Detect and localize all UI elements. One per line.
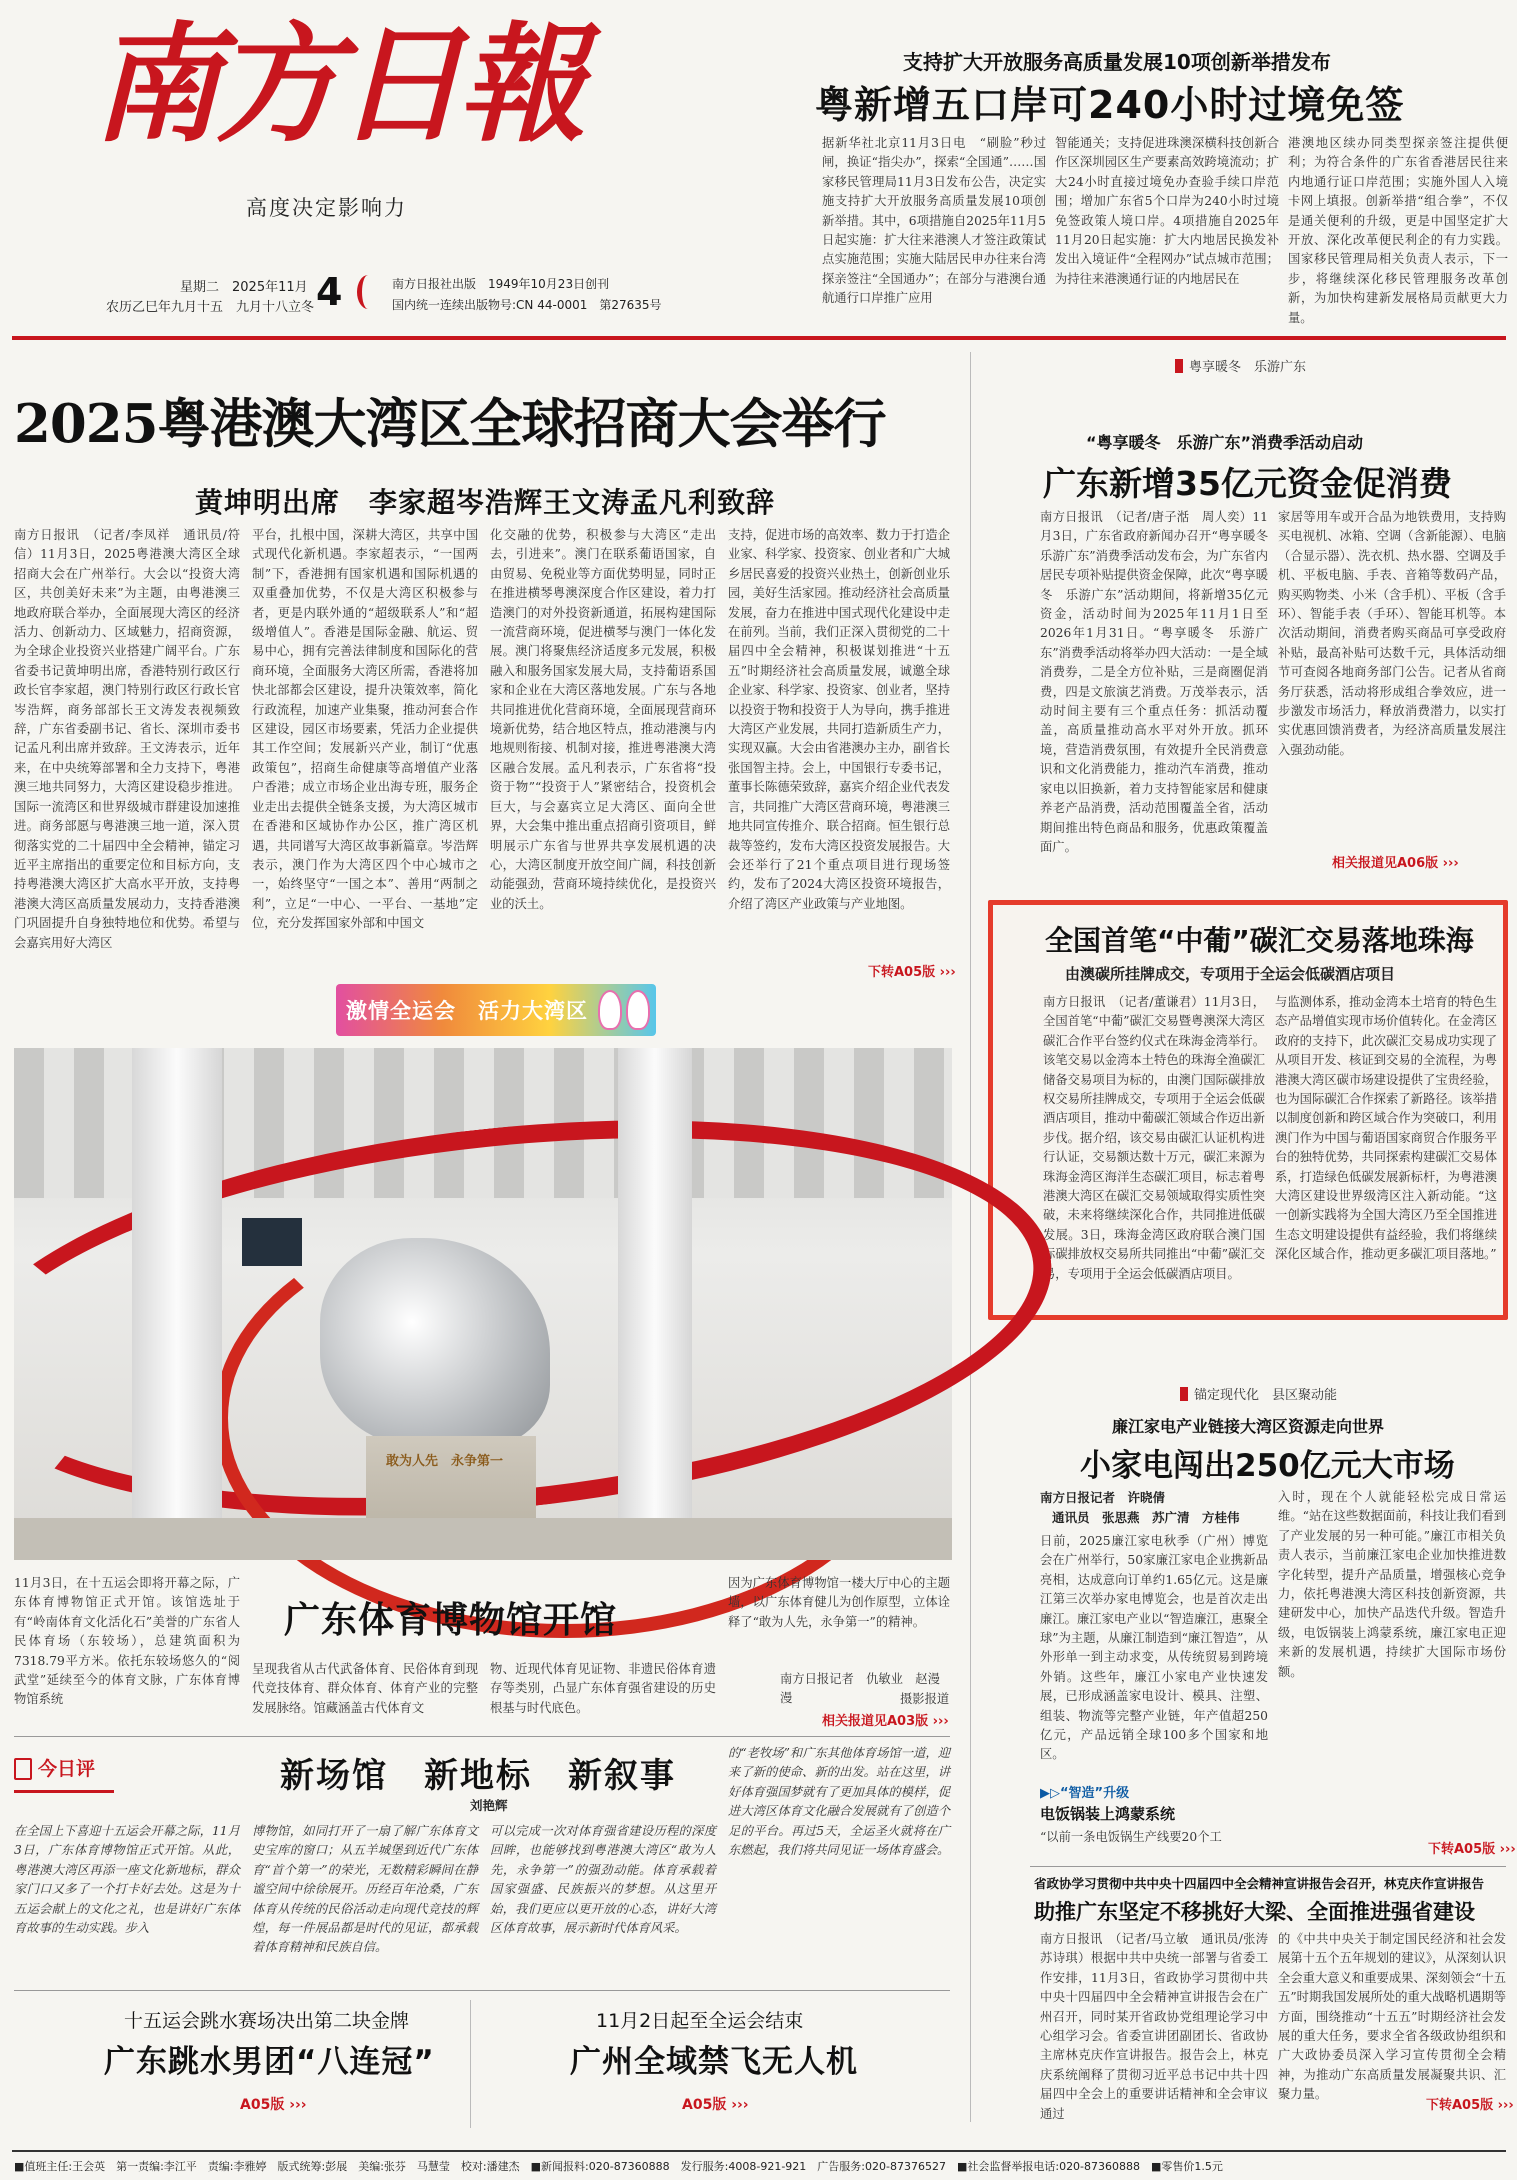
county-byline-sub: 通讯员 张思燕 苏广清 方桂伟 [1052,1510,1240,1525]
plenary-title[interactable]: 助推广东坚定不移挑好大梁、全面推进强省建设 [1034,1900,1475,1924]
issn-info: 国内统一连续出版物号:CN 44-0001 第27635号 [392,298,662,312]
commentary-col4: 的“老牧场”和广东其他体育场馆一道，迎来了新的使命、新的出发。站在这里，讲好体育强国梦就有了更加具体的模样，促进大湾区体育文化融合发展就有了创造个足的平台。再过5天，全运圣火就将在广东燃起，我们将共同见证一场体育盛会。 [728,1746,950,1858]
museum-col4: 因为广东体育博物馆一楼大厅中心的主题墙，以广东体育健儿为创作原型，立体诠释了“敢为人先，永争第一”的精神。 [728,1576,950,1629]
pen-icon [14,1758,32,1780]
lead-jump-link[interactable]: 下转A05版 ››› [868,965,956,980]
museum-jump-link[interactable]: 相关报道见A03版 ››› [822,1714,949,1729]
commentary-label: 今日评 [14,1754,124,1784]
county-brand-tag: 锚定现代化 县区聚动能 [1180,1384,1337,1403]
lunar-date: 农历乙巳年九月十五 九月十八立冬 [106,300,315,315]
lead-title[interactable]: 2025粤港澳大湾区全球招商大会举行 [14,393,886,455]
consume-title[interactable]: 广东新增35亿元资金促消费 [1043,464,1452,503]
section-bar-icon [1180,1387,1188,1401]
top-story-col3: 港澳地区续办同类型探亲签注提供便利；为符合条件的广东省香港居民往来内地通行证口岸范围；实施外国人入境卡网上填报。创新举措“组合拳”，不仅是通关便利的升级，更是中国坚定扩大开放、深化改革便民利企的有力实践。国家移民管理局相关负责人表示，下一步，将继续深化移民管理服务改革创新，为加快构建新发展格局贡献更大力量。 [1288,136,1508,325]
carbon-subtitle: 由澳碳所挂牌成交，专项用于全运会低碳酒店项目 [1065,965,1396,983]
county-quote: “以前一条电饭锅生产线要20个工 [1040,1830,1222,1844]
plenary-kicker: 省政协学习贯彻中共中央十四届四中全会精神宣讲报告会召开，林克庆作宣讲报告 [1034,1876,1485,1891]
pedestal-inscription: 敢为人先 永争第一 [386,1454,504,1469]
arrow-right-icon: ››› [1438,856,1459,871]
consume-col2: 家居等用车或开合品为地铁费用，支持购买电视机、冰箱、空调（含新能源）、电脑（合显示器）、洗衣机、热水器、空调及手机、平板电脑、手表、音箱等数码产品，购买购物类、小米（含手机）、平板（含手环）、智能手表（手环）、智能耳机等。本次活动期间，消费者购买商品可享受政府补贴，最高补贴可达数千元，具体活动细节可查阅各地商务部门公告。记者从省商务厅获悉，活动将形成组合拳效应，进一步激发市场活力，释放消费潜力，以实打实优惠回馈消费者，为经济高质量发展注入强劲动能。 [1278,510,1506,757]
carbon-title[interactable]: 全国首笔“中葡”碳汇交易落地珠海 [1045,924,1474,957]
lead-col2: 平台，扎根中国，深耕大湾区，共享中国式现代化新机遇。李家超表示，“一国两制”下，香港拥有国家机遇和国际机遇的双重叠加优势，不仅是大湾区积极参与者，更是内联外通的“超级联系人”和“超级增值人”。香港是国际金融、航运、贸易中心，拥有完善法律制度和国际化的营商环境，全面服务大湾区所需，香港将加快北部都会区建设，提升决策效率，简化行政流程，加速产业集聚，推动河套合作区建设，园区市场要素，凭活力企业提供其工作空间；发展新兴产业，制订“优惠政策包”，招商生命健康等高增值产业落户香港；成立市场企业出海专班，服务企业走出去提供全链条支援，为大湾区城市在香港和区域协作办公区，推广湾区机遇，共同谱写大湾区故事新篇章。岑浩辉表示，澳门作为大湾区四个中心城市之一，始终坚守“一国之本”、善用“两制之利”，立足“一中心、一平台、一基地”定位，充分发挥国家外部和中国文 [252,528,478,931]
county-jump-link[interactable]: 下转A05版 ››› [1428,1842,1516,1857]
consume-col1: 南方日报讯 （记者/唐子湉 周人奕）11月3日，广东省政府新闻办召开“粤享暖冬 乐游广东”消费季活动发布会，为广东省内居民专项补贴提供资金保障，此次“粤享暖冬 乐游广东”活动期间，将新增35亿元资金，活动时间为2025年11月1日至2026年1月31日。“粤享暖冬 乐游广东”消费季活动将举办四大活动：一是全域消费券，二是全方位补贴，三是商圈促消费，四是文旅演艺消费。万茂举表示，活动时间主要有三个重点任务：抓活动覆盖，高质量推动高水平对外开放。抓环境，营造消费氛围，有效提升全民消费意识和文化消费能力，推动汽车消费，推动家电以旧换新，着力支持智能家居和健康养老产品消费，活动范围覆盖全省，活动期间推出特色商品和服务，优惠政策覆盖面广。 [1040,510,1281,854]
drone-title[interactable]: 广州全域禁飞无人机 [570,2044,858,2080]
plenary-jump-link[interactable]: 下转A05版 ››› [1426,2098,1514,2113]
play-icon: ▶▷ [1040,1786,1060,1801]
top-story-col1: 据新华社北京11月3日电 “刷脸”秒过闸，换证“指尖办”，探索“全国通”……国家移民管理局11月3日发布公告，决定实施支持扩大开放服务高质量发展10项创新举措。其中，6项措施自2025年11月5日起实施：扩大往来港澳人才签注政策试点实施范围；实施大陆居民申办往来台湾探亲签注“全国通办”；在部分与港澳台通航通行口岸推广应用 [822,136,1046,306]
commentary-col2: 博物馆，如同打开了一扇了解广东体育文史宝库的窗口；从五羊城堡到近代广东体育“首个第一”的荣光，无数精彩瞬间在静谧空间中徐徐展开。历经百年沧桑，广东体育从传统的民俗活动走向现代竞技的辉煌，每一件展品都是时代的见证，都承载着体育精神和民族自信。 [252,1824,478,1955]
carbon-col2: 与监测体系，推动金湾本土培育的特色生态产品增值实现市场价值转化。在金湾区政府的支持下，此次碳汇交易成功实现了从项目开发、核证到交易的全流程，为粤港澳大湾区碳市场建设提供了宝贵经验，也为国际碳汇合作探索了新路径。该举措以制度创新和跨区域合作为突破口，利用澳门作为中国与葡语国家商贸合作服务平台的独特优势，共同探索构建碳汇交易体系，打造绿色低碳发展新标杆，为粤港澳大湾区建设世界级湾区注入新动能。“这一创新实践将为全国大湾区乃至全国推进生态文明建设提供有益经验，我们将继续深化区域合作，推动更多碳汇项目落地。” [1275,995,1497,1262]
lead-col1: 南方日报讯 （记者/李凤祥 通讯员/符信）11月3日，2025粤港澳大湾区全球招商大会在广州举行。大会以“投资大湾区，共创美好未来”为主题，由粤港澳三地政府联合举办，全面展现大湾区的经济活力、创新动力、区域魅力，招商资源，为全球企业投资兴业搭建广阔平台。广东省委书记黄坤明出席，香港特别行政区行政长官李家超，澳门特别行政区行政长官岑浩辉，商务部部长王文涛发表视频致辞，广东省委副书记、省长、深圳市委书记孟凡利出席并致辞。王文涛表示，近年来，在中央统筹部署和全力支持下，粤港澳三地共同努力，大湾区建设稳步推进。国际一流湾区和世界级城市群建设加速推进。商务部愿与粤港澳三地一道，深入贯彻落实党的二十届四中全会精神，锚定习近平主席指出的重要定位和目标方向，支持粤港澳大湾区扩大高水平开放，支持粤港澳大湾区高质量发展动力，支持香港澳门巩固提升自身独特地位和优势。希望与会嘉宾用好大湾区 [14,528,240,950]
museum-photo[interactable] [14,1048,952,1560]
issue-date: 星期二 2025年11月 [180,280,308,295]
issue-day: 4 [316,270,343,314]
lead-subtitle: 黄坤明出席 李家超岑浩辉王文涛孟凡利致辞 [195,486,776,519]
footer-info: ■值班主任:王会英 第一责编:李江平 责编:李雅婷 版式统筹:彭展 美编:张芬 马慧莹 校对:潘建杰 ■新闻报料:020-87360888 发行服务:4008-921-921 广告服务:020-87376527 ■社会监督举报电话:020-87360888 ■零售价1.5元 [14,2160,1223,2173]
carbon-col1: 南方日报讯 （记者/董谦君）11月3日，全国首笔“中葡”碳汇交易暨粤澳深大湾区碳汇合作平台签约仪式在珠海金湾举行。该笔交易以金湾本土特色的珠海全渔碳汇储备交易项目为标的，由澳门国际碳排放权交易所挂牌成交，专项用于全运会低碳酒店项目，推动中葡碳汇领域合作迈出新步伐。据介绍，该交易由碳汇认证机构进行认证，交易额达数十万元，碳汇来源为珠海金湾区海洋生态碳汇项目，标志着粤港澳大湾区在碳汇交易领域取得实质性突破，未来将继续深化合作，共同推进低碳发展。3日，珠海金湾区政府联合澳门国际碳排放权交易所共同推出“中葡”碳汇交易，专项用于全运会低碳酒店项目。 [1043,995,1265,1281]
publisher-info: 南方日报社出版 1949年10月23日创刊 [392,277,610,291]
lead-col3: 化交融的优势，积极参与大湾区“走出去，引进来”。澳门在联系葡语国家，自由贸易、免税业等方面优势明显，同时正在推进横琴粤澳深度合作区建设，着力打造澳门的对外投资新通道，拓展构建国际一流营商环境，促进横琴与澳门一体化发展。澳门将聚焦经济适度多元发展，积极融入和服务国家发展大局，支持葡语系国家和企业在大湾区落地发展。广东与各地共同推进优化营商环境，全面展现营商环境新优势，结合地区特点，推动港澳与内地规则衔接、机制对接，推进粤港澳大湾区融合发展。孟凡利表示，广东省将“投资于物”“投资于人”紧密结合，投资机会巨大，与会嘉宾立足大湾区、面向全世界，大会集中推出重点招商引资项目，鲜明展示广东省与世界共享发展机遇的决心，大湾区制度开放空间广阔，科技创新动能强劲，营商环境持续优化，是投资兴业的沃土。 [490,528,716,911]
exhibit-screen [242,1218,302,1266]
carbon-story-box [988,900,1508,1320]
bottom-teaser-divider [470,2000,471,2128]
red-ribbon-sculpture [214,1198,914,1638]
bottom-divider [14,1990,950,1991]
masthead-divider [12,336,1506,340]
mascot-icon [626,990,650,1030]
county-col2: 入时，现在个人就能轻松完成日常运维。“站在这些数据面前，科技让我们看到了产业发展的另一种可能。”廉江市相关负责人表示，当前廉江家电企业加快推进数字化转型，提升产品质量，增强核心竞争力，依托粤港澳大湾区科技创新资源，共建研发中心，加快产品迭代升级。智造升级，电饭锅装上鸿蒙系统，廉江家电正迎来新的发展机遇，持续扩大国际市场份额。 [1278,1490,1506,1679]
banner-text: 激情全运会 活力大湾区 [346,999,588,1023]
consume-brand-tag: 粤享暖冬 乐游广东 [1175,356,1306,375]
county-subhead: ▶▷“智造”升级 电饭锅装上鸿蒙系统 [1040,1786,1176,1823]
commentary-col1: 在全国上下喜迎十五运会开幕之际，11月3日，广东体育博物馆正式开馆。从此，粤港澳大湾区再添一座文化新地标，群众家门口又多了一个打卡好去处。这是为十五运会献上的文化之礼，也是讲好广东体育故事的生动实践。步入 [14,1824,240,1936]
commentary-title[interactable]: 新场馆 新地标 新叙事 [280,1756,676,1796]
museum-col3: 物、近现代体育见证物、非遗民俗体育遗存等类别，凸显广东体育强省建设的历史根基与时代底色。 [490,1662,716,1715]
drone-jump-link[interactable]: A05版 ››› [682,2097,749,2113]
plenary-col1: 南方日报讯 （记者/马立敏 通讯员/张涛 苏诗琪）根据中共中央统一部署与省委工作安排，11月3日，省政协学习贯彻中共中央十四届四中全会精神宣讲报告会在广州召开，同时某开省政协党组理论学习中心组学习会。省委宣讲团副团长、省政协主席林克庆作宣讲报告。报告会上，林克庆系统阐释了贯彻习近平总书记中共十四届四中全会上的重要讲话精神和全会审议通过 [1040,1932,1281,2121]
diving-kicker: 十五运会跳水赛场决出第二块金牌 [124,2010,410,2032]
county-col1: 日前，2025廉江家电秋季（广州）博览会在广州举行，50家廉江家电企业携新品亮相，达成意向订单约1.65亿元。这是廉江第三次举办家电博览会，也是首次走出廉江。廉江家电产业以“智造廉江，惠聚全球”为主题，从廉江制造到“廉江智造”，从外形单一到主动求变，从传统贸易到跨境外销。这些年，廉江小家电产业快速发展，已形成涵盖家电设计、模具、注塑、组装、物流等完整产业链，年产值超250亿元，产品远销全球100多个国家和地区。 [1040,1534,1268,1762]
top-story-kicker: 支持扩大开放服务高质量发展10项创新举措发布 [903,50,1331,74]
museum-col1: 11月3日，在十五运会即将开幕之际，广东体育博物馆正式开馆。该馆选址于有“岭南体育文化活化石”美誉的广东省人民体育场（东较场），总建筑面积为7318.79平方米。依托东较场悠久的“阅武堂”延续至今的体育文脉，广东体育博物馆系统 [14,1576,240,1707]
arrow-right-icon: ››› [935,965,956,980]
county-kicker: 廉江家电产业链接大湾区资源走向世界 [1112,1417,1385,1436]
games-banner [336,984,656,1036]
museum-byline: 南方日报记者 仇敏业 赵漫漫 [780,1672,940,1706]
white-column [132,1048,222,1560]
arrow-right-icon: ››› [928,1714,949,1729]
top-story-title[interactable]: 粤新增五口岸可240小时过境免签 [815,83,1405,127]
masthead [0,0,1517,340]
diving-jump-link[interactable]: A05版 ››› [240,2097,307,2113]
commentary-divider [14,1736,950,1737]
museum-col2: 呈现我省从古代武备体育、民俗体育到现代竞技体育、群众体育、体育产业的完整发展脉络。馆藏涵盖古代体育文 [252,1662,478,1715]
mascot-icon [598,990,622,1030]
slogan: 高度决定影响力 [246,196,407,220]
arrow-right-icon: ››› [1493,2098,1514,2113]
newspaper-logo[interactable]: 南方日報 [92,10,581,160]
top-story-col2: 智能通关；支持促进珠澳深横科技创新合作区深圳园区生产要素高效跨境流动；扩大24小时直接过境免办查验手续口岸范围；增加广东省5个口岸为240小时过境免签政策人境口岸。4项措施自2025年11月20日起实施：扩大内地居民换发补发出入境证件“全程网办”试点城市范围；为持往来港澳通行证的内地居民在 [1055,136,1279,286]
publisher-emblem-icon [357,275,379,309]
plenary-col2: 的《中共中央关于制定国民经济和社会发展第十五个五年规划的建议》，从深刻认识全会重大意义和重要成果、深刻领会“十五五”时期我国发展所处的重大战略机遇期等方面，围绕推动“十五五”时期经济社会发展的重大任务，要求全省各级政协组织和广大政协委员深入学习宣传贯彻全会精神，为推动广东高质量发展凝聚共识、汇聚力量。 [1278,1932,1506,2102]
arrow-right-icon: ››› [726,2097,749,2113]
arrow-right-icon: ››› [284,2097,307,2113]
consume-kicker: “粤享暖冬 乐游广东”消费季活动启动 [1086,433,1364,452]
lead-col4: 支持，促进市场的高效率、数力于打造企业家、科学家、投资家、创业者和广大城乡居民喜爱的投资兴业热土，创新创业乐园，美好生活家园。推动经济社会高质量发展，奋力在推进中国式现代化建设中走在前列。当前，我们正深入贯彻党的二十届四中全会精神，积极谋划推进“十五五”时期经济社会高质量发展，诚邀全球企业家、科学家、投资家、创业者，坚持以投资于物和投资于人为导向，携手推进大湾区产业发展，共同打造新质生产力，实现双赢。大会由省港澳办主办，副省长张国智主持。会上，中国银行专委书记，董事长陈德荣致辞，嘉宾介绍企业代表发言，共同推广大湾区营商环境，粤港澳三地共同宣传推介、联合招商。恒生银行总裁等签约，发布大湾区投资发展报告。大会还举行了21个重点项目进行现场签约，发布了2024大湾区投资环境报告，介绍了湾区产业政策与产业地图。 [728,528,950,911]
section-bar-icon [1175,359,1183,373]
county-byline: 南方日报记者 许晓倩 [1040,1490,1166,1505]
diving-title[interactable]: 广东跳水男团“八连冠” [104,2044,435,2080]
museum-byline2: 摄影报道 [900,1692,950,1706]
consume-jump-link[interactable]: 相关报道见A06版 ››› [1332,856,1459,871]
county-title[interactable]: 小家电闯出250亿元大市场 [1080,1448,1455,1484]
floor [14,1518,952,1560]
plenary-divider [1030,1866,1506,1867]
footer-divider [12,2150,1506,2152]
white-column [618,1048,692,1560]
drone-kicker: 11月2日起至全运会结束 [596,2010,804,2032]
commentary-col3: 可以完成一次对体育强省建设历程的深度回眸，也能够找到粤港澳大湾区“敢为人先，永争第一”的强劲动能。体育承载着国家强盛、民族振兴的梦想。从这里开始，我们更应以更开放的心态，讲好大湾区体育故事，展示新时代体育风采。 [490,1824,716,1936]
museum-title[interactable]: 广东体育博物馆开馆 [284,1600,618,1641]
commentary-author: 刘艳辉 [470,1798,508,1813]
commentary-label-underline [14,1790,114,1793]
arrow-right-icon: ››› [1495,1842,1516,1857]
